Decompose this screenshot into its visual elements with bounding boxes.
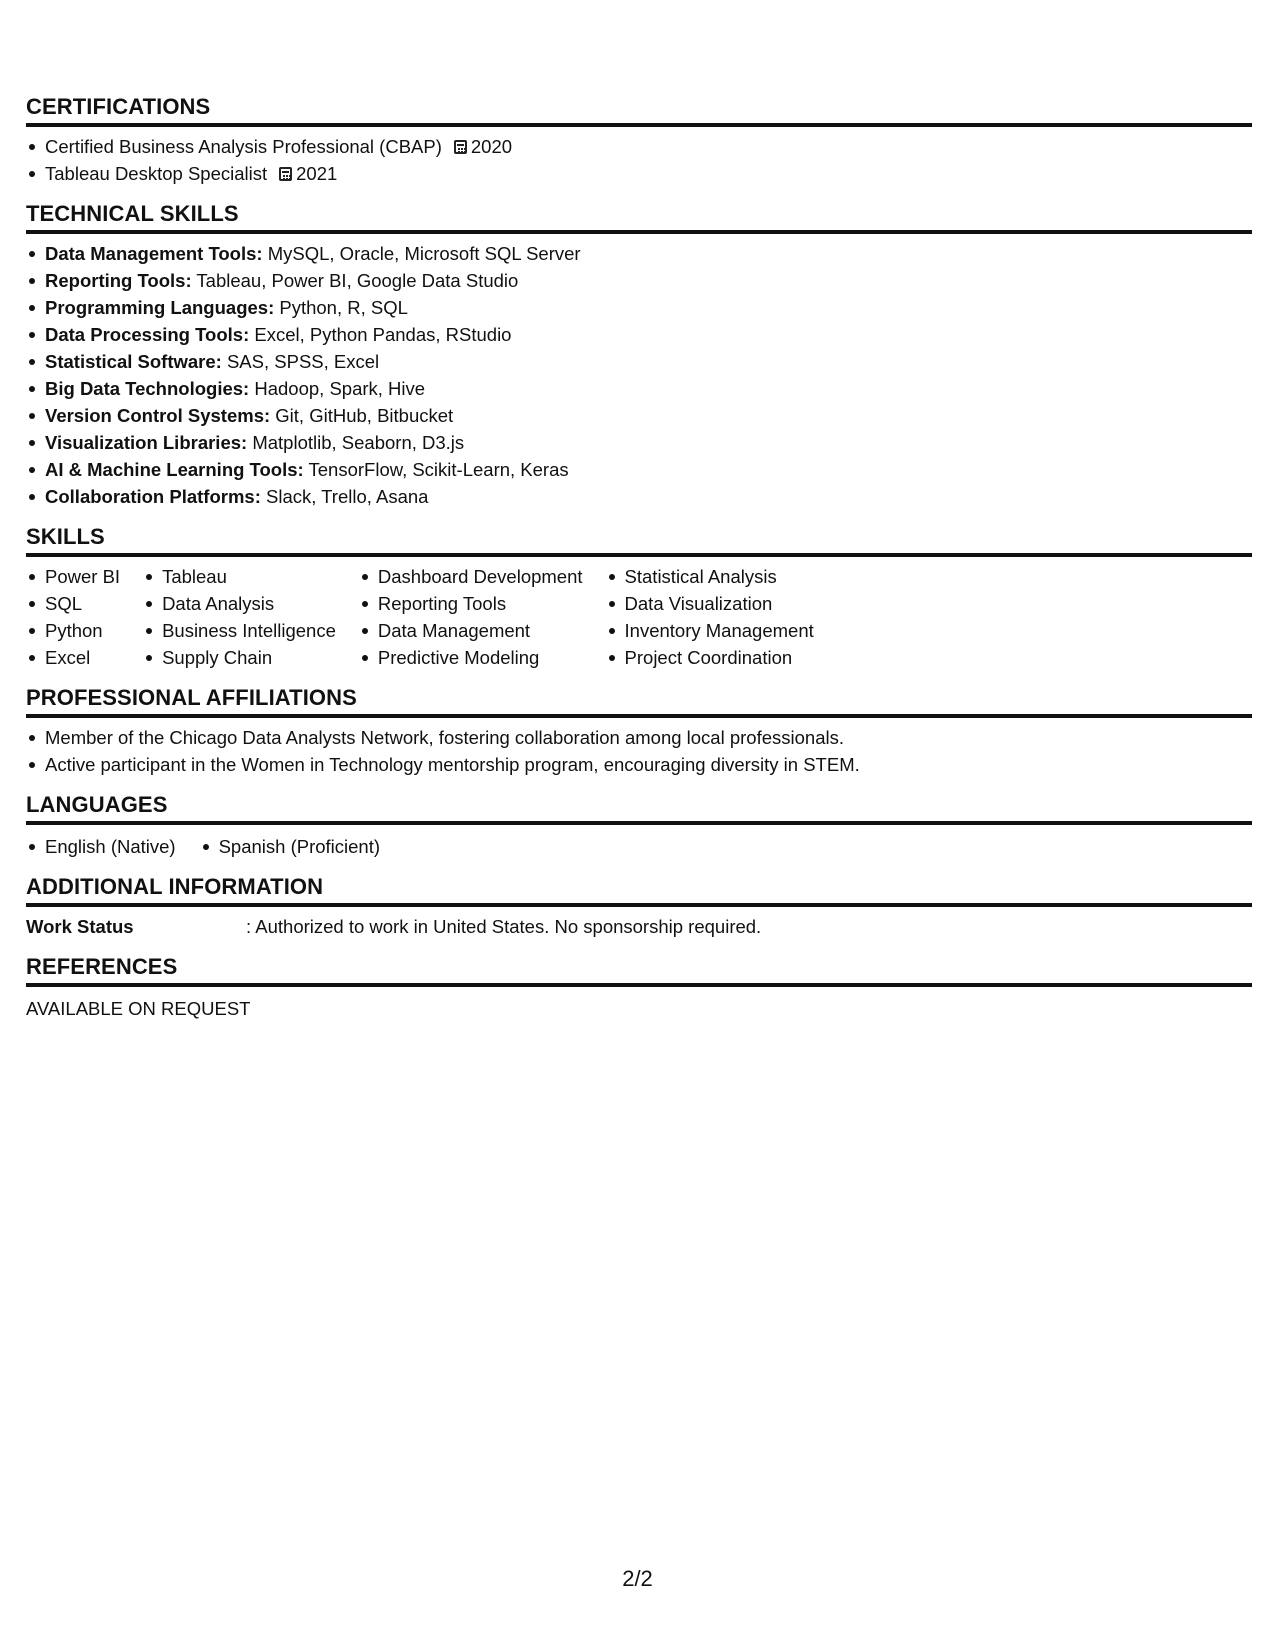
list-item: SQL	[45, 590, 120, 617]
skill-values: Tableau, Power BI, Google Data Studio	[196, 270, 519, 291]
skills-column	[360, 563, 583, 671]
skill-values: MySQL, Oracle, Microsoft SQL Server	[267, 243, 581, 264]
languages-list	[26, 833, 1252, 860]
skills-grid	[26, 563, 1252, 671]
info-label: Work Status	[26, 916, 134, 937]
additional-information-section	[26, 874, 1252, 940]
skill-category: Collaboration Platforms:	[45, 486, 261, 507]
skills-column	[144, 563, 336, 671]
skill-category: Programming Languages:	[45, 297, 275, 318]
list-item: Excel	[45, 644, 120, 671]
list-item	[45, 294, 1252, 321]
technical-skills-list	[26, 240, 1252, 510]
section-title-references: REFERENCES	[26, 954, 1252, 987]
references-section	[26, 954, 1252, 1022]
list-item: Active participant in the Women in Technology mentorship program, encouraging diversity in STEM.	[45, 751, 1252, 778]
list-item: Business Intelligence	[162, 617, 336, 644]
list-item: Supply Chain	[162, 644, 336, 671]
list-item	[45, 133, 1252, 160]
list-item	[45, 321, 1252, 348]
info-value: : Authorized to work in United States. No sponsorship required.	[246, 916, 762, 937]
section-title-additional-information: ADDITIONAL INFORMATION	[26, 874, 1252, 907]
skill-category: Version Control Systems:	[45, 405, 271, 426]
list-item: Python	[45, 617, 120, 644]
calendar-icon	[279, 167, 292, 181]
certification-year: 2020	[470, 136, 513, 157]
list-item: Member of the Chicago Data Analysts Network, fostering collaboration among local professionals.	[45, 724, 1252, 751]
list-item: Predictive Modeling	[378, 644, 583, 671]
list-item: English (Native)	[45, 833, 176, 860]
list-item	[45, 267, 1252, 294]
skill-values: Excel, Python Pandas, RStudio	[254, 324, 512, 345]
skill-values: Matplotlib, Seaborn, D3.js	[252, 432, 465, 453]
skill-category: Visualization Libraries:	[45, 432, 248, 453]
list-item: Data Visualization	[625, 590, 814, 617]
affiliations-section	[26, 685, 1252, 778]
page-number: 2/2	[622, 1566, 653, 1591]
skill-values: Git, GitHub, Bitbucket	[275, 405, 454, 426]
certification-year: 2021	[296, 163, 338, 184]
skill-values: TensorFlow, Scikit-Learn, Keras	[308, 459, 569, 480]
calendar-icon	[454, 140, 467, 154]
list-item: Project Coordination	[625, 644, 814, 671]
list-item: Reporting Tools	[378, 590, 583, 617]
list-item	[45, 375, 1252, 402]
certification-name: Certified Business Analysis Professional (CBAP)	[45, 136, 442, 157]
list-item	[45, 348, 1252, 375]
languages-section	[26, 792, 1252, 860]
affiliations-list	[26, 724, 1252, 778]
skill-category: Big Data Technologies:	[45, 378, 250, 399]
section-title-languages: LANGUAGES	[26, 792, 1252, 825]
list-item	[45, 483, 1252, 510]
info-row	[26, 913, 1252, 940]
skill-category: Data Management Tools:	[45, 243, 263, 264]
skills-section	[26, 524, 1252, 671]
list-item: Data Management	[378, 617, 583, 644]
skills-column	[607, 563, 814, 671]
list-item: Statistical Analysis	[625, 563, 814, 590]
list-item	[45, 429, 1252, 456]
section-title-certifications: CERTIFICATIONS	[26, 94, 1252, 127]
skill-values: Python, R, SQL	[279, 297, 408, 318]
list-item: Data Analysis	[162, 590, 336, 617]
list-item: Tableau	[162, 563, 336, 590]
list-item: Inventory Management	[625, 617, 814, 644]
list-item	[45, 160, 1252, 187]
list-item: Power BI	[45, 563, 120, 590]
skill-category: Statistical Software:	[45, 351, 222, 372]
list-item: Dashboard Development	[378, 563, 583, 590]
section-title-affiliations: PROFESSIONAL AFFILIATIONS	[26, 685, 1252, 718]
skills-column	[45, 563, 120, 671]
certifications-list	[26, 133, 1252, 187]
list-item: Spanish (Proficient)	[219, 833, 380, 860]
references-text: AVAILABLE ON REQUEST	[26, 998, 251, 1019]
list-item	[45, 402, 1252, 429]
skill-category: Reporting Tools:	[45, 270, 192, 291]
skill-values: Hadoop, Spark, Hive	[254, 378, 426, 399]
skill-values: SAS, SPSS, Excel	[226, 351, 380, 372]
list-item	[45, 240, 1252, 267]
skill-category: Data Processing Tools:	[45, 324, 250, 345]
certification-name: Tableau Desktop Specialist	[45, 163, 268, 184]
resume-page	[26, 94, 1252, 1036]
skill-values: Slack, Trello, Asana	[266, 486, 429, 507]
skill-category: AI & Machine Learning Tools:	[45, 459, 304, 480]
section-title-technical-skills: TECHNICAL SKILLS	[26, 201, 1252, 234]
section-title-skills: SKILLS	[26, 524, 1252, 557]
technical-skills-section	[26, 201, 1252, 510]
certifications-section	[26, 94, 1252, 187]
list-item	[45, 456, 1252, 483]
